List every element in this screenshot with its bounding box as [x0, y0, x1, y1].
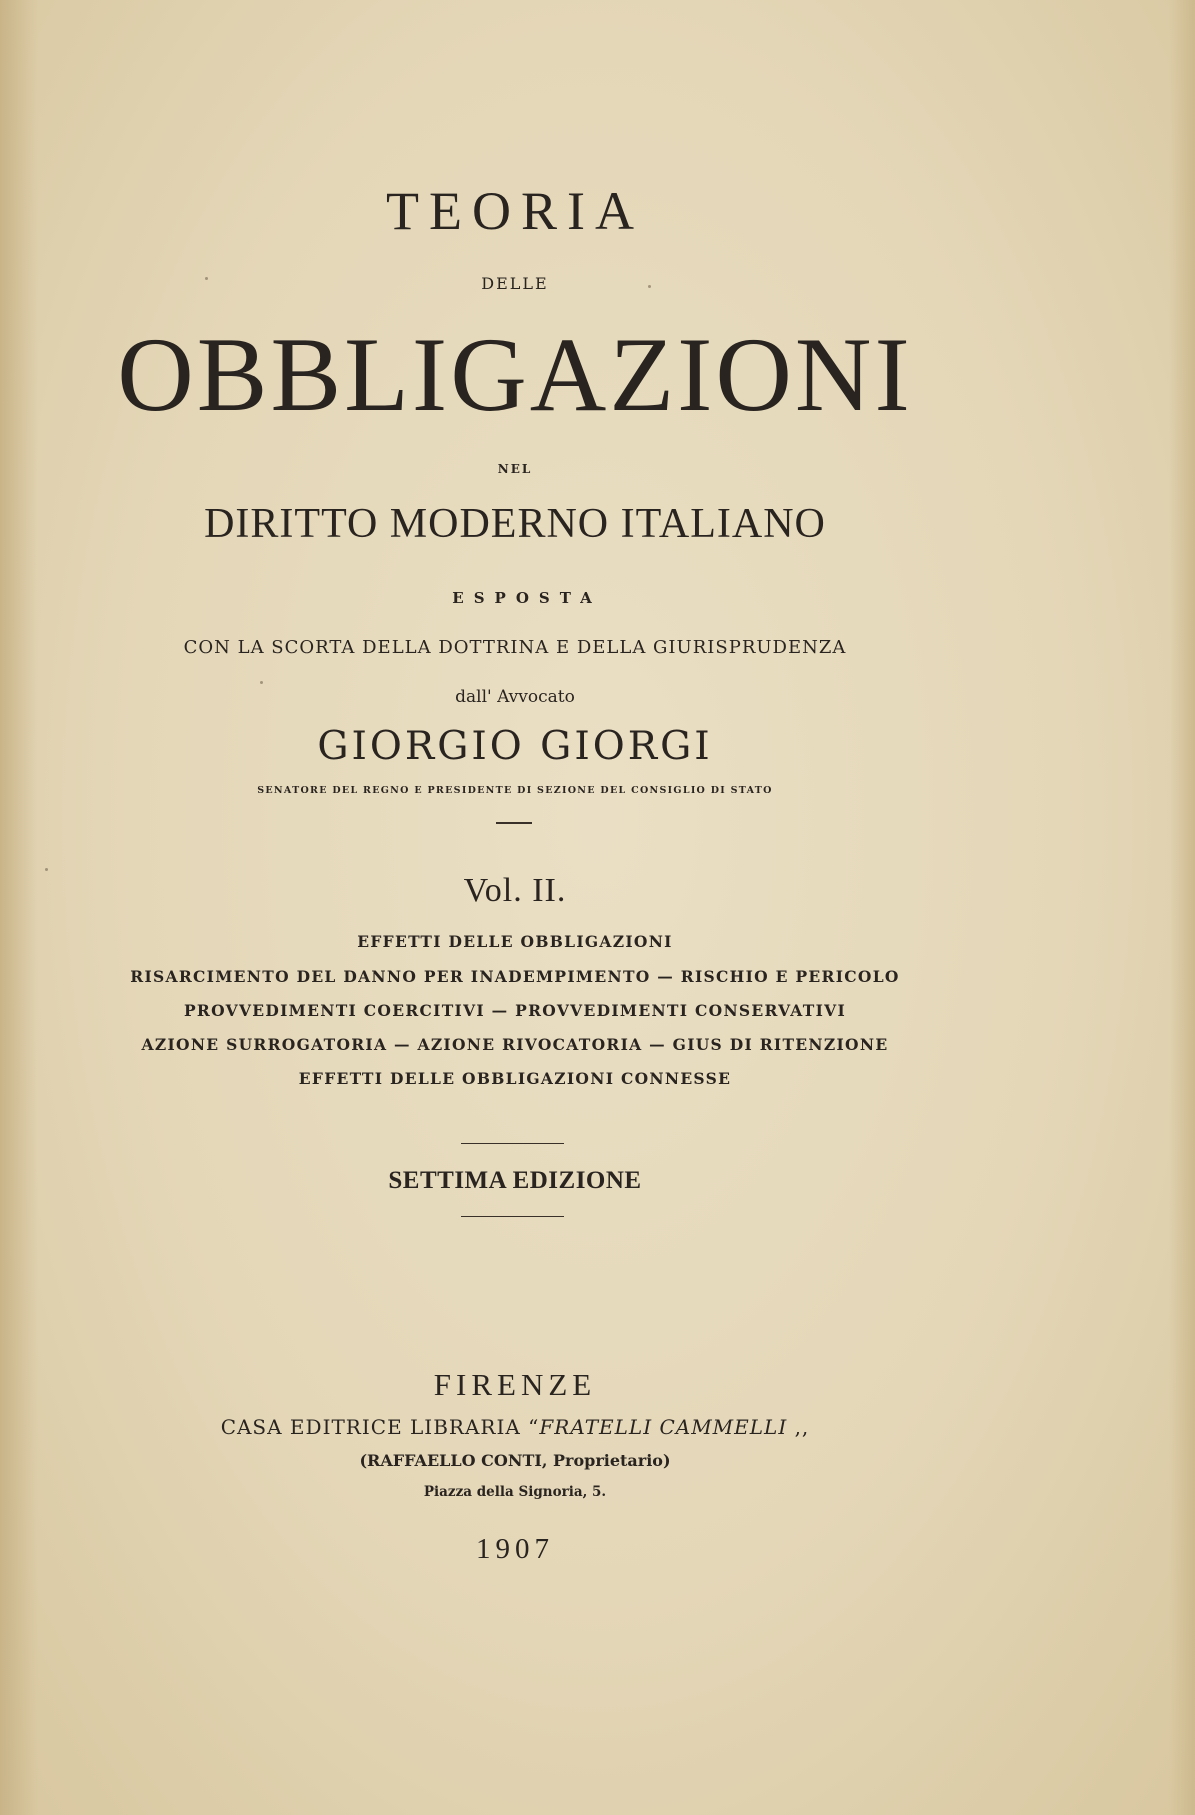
- publisher-suffix: ,,: [787, 1415, 810, 1439]
- contents-line: EFFETTI DELLE OBBLIGAZIONI: [357, 932, 673, 951]
- edition-label: SETTIMA EDIZIONE: [388, 1167, 642, 1194]
- imprint-address: Piazza della Signoria, 5.: [423, 1484, 607, 1500]
- esposta-label: ESPOSTA: [452, 589, 602, 607]
- contents-line: PROVVEDIMENTI COERCITIVI — PROVVEDIMENTI CONSERVATIVI: [183, 1001, 847, 1020]
- ink-speck: [45, 868, 48, 871]
- page-edge-shadow-right: [1169, 0, 1195, 1815]
- title-obbligazioni: OBBLIGAZIONI: [117, 316, 913, 433]
- ink-speck: [260, 681, 263, 684]
- avvocato-line: dall' Avvocato: [455, 687, 575, 707]
- title-nel: NEL: [497, 462, 533, 476]
- contents-line: AZIONE SURROGATORIA — AZIONE RIVOCATORIA — GIUS DI RITENZIONE: [141, 1035, 889, 1054]
- author-name: GIORGIO GIORGI: [317, 724, 713, 769]
- imprint-publisher: [0, 1415, 1030, 1439]
- imprint-year: 1907: [476, 1533, 554, 1565]
- contents-line: RISARCIMENTO DEL DANNO PER INADEMPIMENTO — RISCHIO E PERICOLO: [130, 967, 900, 986]
- scorta-line: CON LA SCORTA DELLA DOTTRINA E DELLA GIURISPRUDENZA: [183, 637, 847, 658]
- title-delle: DELLE: [481, 274, 549, 293]
- divider-edition-bottom: [461, 1216, 564, 1217]
- publisher-name: FRATELLI CAMMELLI: [539, 1415, 788, 1439]
- volume-label: Vol. II.: [463, 872, 567, 909]
- author-title: SENATORE DEL REGNO E PRESIDENTE DI SEZIONE DEL CONSIGLIO DI STATO: [257, 785, 773, 796]
- imprint-city: FIRENZE: [433, 1367, 597, 1402]
- title-teoria: TEORIA: [386, 181, 644, 241]
- imprint-proprietor: (RAFFAELLO CONTI, Proprietario): [359, 1451, 671, 1470]
- publisher-prefix: CASA EDITRICE LIBRARIA “: [220, 1415, 540, 1439]
- subtitle: DIRITTO MODERNO ITALIANO: [204, 501, 826, 547]
- contents-line: EFFETTI DELLE OBBLIGAZIONI CONNESSE: [298, 1069, 732, 1088]
- divider-short: [496, 822, 532, 824]
- divider-edition-top: [461, 1143, 564, 1144]
